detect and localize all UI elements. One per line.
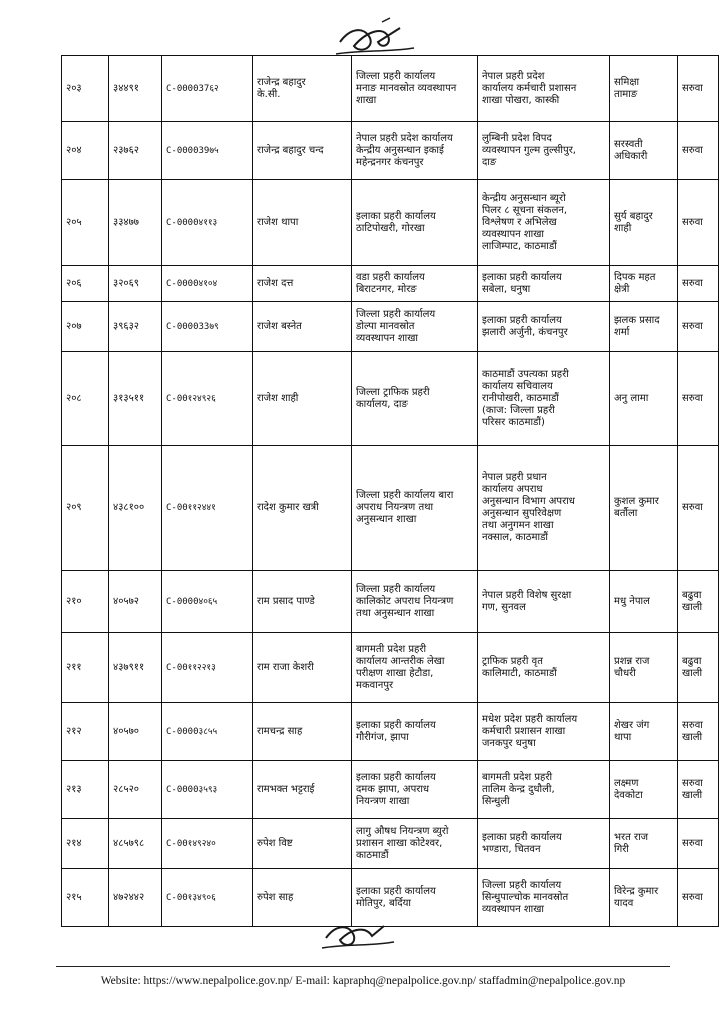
employee-name-cell: राजेश थापा	[253, 180, 352, 266]
employee-name-cell: राजेश शाही	[253, 352, 352, 446]
decision-cell: कुशल कुमार बर्तौला	[610, 446, 678, 571]
table-row	[62, 703, 719, 761]
decision-cell: सरस्वती अधिकारी	[610, 122, 678, 180]
status-cell: बढुवा खाली	[678, 633, 719, 703]
decision-cell: प्रशन्न राज चौधरी	[610, 633, 678, 703]
transfer-table	[61, 55, 719, 927]
symbol-number-cell: ४०५७०	[109, 703, 162, 761]
symbol-number-cell: २३७६२	[109, 122, 162, 180]
decision-cell: सुर्य बहादुर शाही	[610, 180, 678, 266]
serial-number-cell: २१०	[62, 571, 109, 633]
serial-number-cell: २११	[62, 633, 109, 703]
table-row	[62, 180, 719, 266]
decision-cell: शेखर जंग थापा	[610, 703, 678, 761]
employee-name-cell: राजेन्द्र बहादुर चन्द	[253, 122, 352, 180]
table-row	[62, 302, 719, 352]
employee-code-cell: C-0000३८५५	[162, 703, 253, 761]
table-row	[62, 761, 719, 819]
employee-code-cell: C-0000४१०४	[162, 266, 253, 302]
footer-divider	[56, 966, 670, 967]
employee-name-cell: राजेन्द्र बहादुर के.सी.	[253, 56, 352, 122]
serial-number-cell: २०८	[62, 352, 109, 446]
employee-name-cell: रामचन्द्र साह	[253, 703, 352, 761]
symbol-number-cell: ४३८१००	[109, 446, 162, 571]
employee-code-cell: C-000037६२	[162, 56, 253, 122]
new-office-cell: इलाका प्रहरी कार्यालय झलारी अर्जुनी, कंचनपुर	[478, 302, 610, 352]
status-cell: सरुवा	[678, 302, 719, 352]
current-office-cell: इलाका प्रहरी कार्यालय मोतिपुर, बर्दिया	[352, 869, 478, 927]
employee-code-cell: C-00१२४९२६	[162, 352, 253, 446]
serial-number-cell: २०३	[62, 56, 109, 122]
employee-code-cell: C-0000३५९३	[162, 761, 253, 819]
status-cell: सरुवा खाली	[678, 761, 719, 819]
current-office-cell: जिल्ला प्रहरी कार्यालय मनाङ मानवस्रोत व्यवस्थापन शाखा	[352, 56, 478, 122]
serial-number-cell: २०४	[62, 122, 109, 180]
status-cell: सरुवा	[678, 352, 719, 446]
decision-cell: लक्ष्मण देवकोटा	[610, 761, 678, 819]
table-row	[62, 446, 719, 571]
table-row	[62, 819, 719, 869]
table-row	[62, 266, 719, 302]
current-office-cell: जिल्ला ट्राफिक प्रहरी कार्यालय, दाङ	[352, 352, 478, 446]
symbol-number-cell: २८५२०	[109, 761, 162, 819]
serial-number-cell: २१३	[62, 761, 109, 819]
symbol-number-cell: ४०५७२	[109, 571, 162, 633]
current-office-cell: लागु औषध नियन्त्रण ब्युरो प्रशासन शाखा कोटेश्वर, काठमाडौं	[352, 819, 478, 869]
status-cell: सरुवा	[678, 869, 719, 927]
decision-cell: झलक प्रसाद शर्मा	[610, 302, 678, 352]
current-office-cell: नेपाल प्रहरी प्रदेश कार्यालय केन्द्रीय अनुसन्धान इकाई महेन्द्रनगर कंचनपुर	[352, 122, 478, 180]
decision-cell: विरेन्द्र कुमार यादव	[610, 869, 678, 927]
employee-name-cell: राम राजा केशरी	[253, 633, 352, 703]
current-office-cell: जिल्ला प्रहरी कार्यालय बारा अपराध नियन्त्रण तथा अनुसन्धान शाखा	[352, 446, 478, 571]
decision-cell: अनु लामा	[610, 352, 678, 446]
decision-cell: दिपक महत क्षेत्री	[610, 266, 678, 302]
status-cell: सरुवा	[678, 266, 719, 302]
decision-cell: समिक्षा तामाङ	[610, 56, 678, 122]
new-office-cell: मधेश प्रदेश प्रहरी कार्यालय कर्मचारी प्रशासन शाखा जनकपुर धनुषा	[478, 703, 610, 761]
symbol-number-cell: ४३७९११	[109, 633, 162, 703]
current-office-cell: जिल्ला प्रहरी कार्यालय कालिकोट अपराध नियन्त्रण तथा अनुसन्धान शाखा	[352, 571, 478, 633]
employee-name-cell: राजेश बस्नेत	[253, 302, 352, 352]
new-office-cell: काठमाडौं उपत्यका प्रहरी कार्यालय सचिवालय रानीपोखरी, काठमाडौं (काज: जिल्ला प्रहरी परिसर काठमाडौं)	[478, 352, 610, 446]
serial-number-cell: २०५	[62, 180, 109, 266]
status-cell: सरुवा	[678, 446, 719, 571]
new-office-cell: लुम्बिनी प्रदेश विपद व्यवस्थापन गुल्म तुल्सीपुर, दाङ	[478, 122, 610, 180]
decision-cell: मधु नेपाल	[610, 571, 678, 633]
symbol-number-cell: ४८५७९८	[109, 819, 162, 869]
serial-number-cell: २०९	[62, 446, 109, 571]
symbol-number-cell: ३१३५११	[109, 352, 162, 446]
employee-code-cell: C-00१४९२४०	[162, 819, 253, 869]
signature-bottom	[318, 916, 398, 956]
symbol-number-cell: ३४४९१	[109, 56, 162, 122]
employee-code-cell: C-000039७५	[162, 122, 253, 180]
employee-name-cell: रादेश कुमार खत्री	[253, 446, 352, 571]
serial-number-cell: २१४	[62, 819, 109, 869]
employee-name-cell: राम प्रसाद पाण्डे	[253, 571, 352, 633]
new-office-cell: केन्द्रीय अनुसन्धान ब्यूरो पिलर ८ सूचना संकलन, विश्लेषण र अभिलेख व्यवस्थापन शाखा लाजिम्पाट, काठमाडौं	[478, 180, 610, 266]
new-office-cell: इलाका प्रहरी कार्यालय सबेला, धनुषा	[478, 266, 610, 302]
status-cell: सरुवा	[678, 180, 719, 266]
employee-name-cell: रुपेश साह	[253, 869, 352, 927]
employee-code-cell: C-00११२२१३	[162, 633, 253, 703]
new-office-cell: नेपाल प्रहरी प्रधान कार्यालय अपराध अनुसन्धान विभाग अपराध अनुसन्धान सुपरिवेक्षण तथा अनुगमन शाखा नक्साल, काठमाडौं	[478, 446, 610, 571]
symbol-number-cell: ४७२४४२	[109, 869, 162, 927]
serial-number-cell: २१५	[62, 869, 109, 927]
status-cell: सरुवा	[678, 819, 719, 869]
employee-code-cell: C-0000४११३	[162, 180, 253, 266]
current-office-cell: वडा प्रहरी कार्यालय बिराटनगर, मोरङ	[352, 266, 478, 302]
table-row	[62, 571, 719, 633]
new-office-cell: नेपाल प्रहरी विशेष सुरक्षा गण, सुनवल	[478, 571, 610, 633]
serial-number-cell: २१२	[62, 703, 109, 761]
table-body	[62, 56, 719, 927]
table-row	[62, 633, 719, 703]
decision-cell: भरत राज गिरी	[610, 819, 678, 869]
employee-name-cell: रामभक्त भट्टराई	[253, 761, 352, 819]
current-office-cell: इलाका प्रहरी कार्यालय दमक झापा, अपराध नियन्त्रण शाखा	[352, 761, 478, 819]
employee-code-cell: C-0000४०६५	[162, 571, 253, 633]
symbol-number-cell: ३९६३२	[109, 302, 162, 352]
employee-code-cell: C-00११२४४१	[162, 446, 253, 571]
employee-code-cell: C-000033७९	[162, 302, 253, 352]
employee-name-cell: रुपेश विष्ट	[253, 819, 352, 869]
table-row	[62, 352, 719, 446]
new-office-cell: ट्राफिक प्रहरी वृत कालिमाटी, काठमाडौं	[478, 633, 610, 703]
serial-number-cell: २०६	[62, 266, 109, 302]
symbol-number-cell: ३३४७७	[109, 180, 162, 266]
current-office-cell: बागमती प्रदेश प्रहरी कार्यालय आन्तरीक लेखा परीक्षण शाखा हेटौडा, मकवानपुर	[352, 633, 478, 703]
current-office-cell: जिल्ला प्रहरी कार्यालय डोल्पा मानवस्रोत व्यवस्थापन शाखा	[352, 302, 478, 352]
status-cell: सरुवा	[678, 56, 719, 122]
current-office-cell: इलाका प्रहरी कार्यालय गौरीगंज, झापा	[352, 703, 478, 761]
current-office-cell: इलाका प्रहरी कार्यालय ठाटिपोखरी, गोरखा	[352, 180, 478, 266]
table-row	[62, 122, 719, 180]
employee-name-cell: राजेश दत्त	[253, 266, 352, 302]
table-row	[62, 56, 719, 122]
symbol-number-cell: ३२०६९	[109, 266, 162, 302]
serial-number-cell: २०७	[62, 302, 109, 352]
new-office-cell: इलाका प्रहरी कार्यालय भण्डारा, चितवन	[478, 819, 610, 869]
new-office-cell: नेपाल प्रहरी प्रदेश कार्यालय कर्मचारी प्रशासन शाखा पोखरा, कास्की	[478, 56, 610, 122]
employee-code-cell: C-00१३४९०६	[162, 869, 253, 927]
status-cell: बढुवा खाली	[678, 571, 719, 633]
footer-contact: Website: https://www.nepalpolice.gov.np/ E-mail: kapraphq@nepalpolice.gov.np/ staffadmin@nepalpolice.gov.np	[100, 975, 626, 987]
status-cell: सरुवा खाली	[678, 703, 719, 761]
new-office-cell: बागमती प्रदेश प्रहरी तालिम केन्द्र दुधौली, सिन्धुली	[478, 761, 610, 819]
new-office-cell: जिल्ला प्रहरी कार्यालय सिन्धुपाल्चोक मानवस्रोत व्यवस्थापन शाखा	[478, 869, 610, 927]
status-cell: सरुवा	[678, 122, 719, 180]
